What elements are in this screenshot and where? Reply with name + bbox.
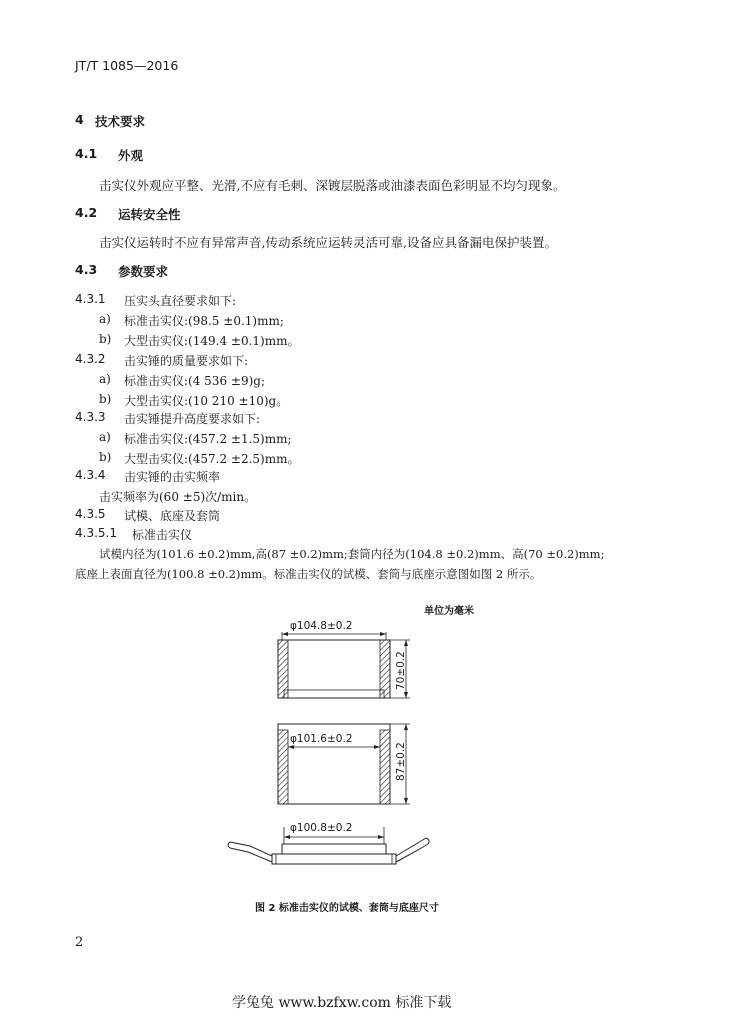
section-4-number: 4 <box>75 112 84 127</box>
section-4-3-5-1-line1: 试模内径为(101.6 ±0.2)mm,高(87 ±0.2)mm;套筒内径为(104.8 ±0.2)mm、高(70 ±0.2)mm; <box>99 547 605 561</box>
section-4-2-number: 4.2 <box>75 205 98 220</box>
section-4-3-3-text: 击实锤提升高度要求如下: <box>124 412 261 426</box>
section-4-3-1-number: 4.3.1 <box>75 292 106 306</box>
section-4-3-1-a-label: a) <box>99 312 111 326</box>
section-4-3-2-b-label: b) <box>99 392 112 406</box>
section-4-3-4-title: 击实锤的击实频率 <box>124 470 221 484</box>
section-4-3-2-number: 4.3.2 <box>75 352 106 366</box>
section-4-3-2-a-label: a) <box>99 372 111 386</box>
section-4-title: 技术要求 <box>95 114 146 129</box>
section-4-3-2-a-text: 标准击实仪:(4 536 ±9)g; <box>124 374 265 388</box>
watermark-text: 学兔兔 www.bzfxw.com 标准下载 <box>232 995 452 1011</box>
section-4-3-3-b-text: 大型击实仪:(457.2 ±2.5)mm。 <box>124 452 300 466</box>
figure-unit-note: 单位为毫米 <box>424 606 474 617</box>
standard-code: JT/T 1085—2016 <box>75 58 179 73</box>
figure-caption: 图 2 标准击实仪的试模、套筒与底座尺寸 <box>255 903 439 914</box>
section-4-1-text: 击实仪外观应平整、光滑,不应有毛刺、深镀层脱落或油漆表面色彩明显不均匀现象。 <box>99 178 566 193</box>
section-4-3-1-text: 压实头直径要求如下: <box>124 294 237 308</box>
section-4-2-title: 运转安全性 <box>118 207 181 222</box>
section-4-3-1-b-text: 大型击实仪:(149.4 ±0.1)mm。 <box>124 334 300 348</box>
mold-height-label: 87±0.2 <box>395 742 407 781</box>
mold-diameter-label: φ101.6±0.2 <box>290 733 353 745</box>
sleeve-diameter-label: φ104.8±0.2 <box>290 620 353 632</box>
section-4-3-5-title: 试模、底座及套筒 <box>124 509 221 523</box>
section-4-3-3-b-label: b) <box>99 450 112 464</box>
section-4-3-number: 4.3 <box>75 262 98 277</box>
section-4-3-5-1-number: 4.3.5.1 <box>75 526 117 540</box>
section-4-3-2-text: 击实锤的质量要求如下: <box>124 354 249 368</box>
section-4-3-1-a-text: 标准击实仪:(98.5 ±0.1)mm; <box>124 314 284 328</box>
section-4-3-title: 参数要求 <box>118 264 169 279</box>
section-4-1-number: 4.1 <box>75 146 98 161</box>
section-4-3-1-b-label: b) <box>99 332 112 346</box>
section-4-3-5-1-line2: 底座上表面直径为(100.8 ±0.2)mm。标准击实仪的试模、套筒与底座示意图如图 2 所示。 <box>75 567 542 581</box>
section-4-3-5-1-title: 标准击实仪 <box>132 528 193 542</box>
section-4-3-2-b-text: 大型击实仪:(10 210 ±10)g。 <box>124 394 289 408</box>
section-4-3-3-a-label: a) <box>99 430 111 444</box>
sleeve-drawing <box>278 632 410 698</box>
sleeve-height-label: 70±0.2 <box>395 651 407 690</box>
section-4-3-3-number: 4.3.3 <box>75 410 106 424</box>
figure-2-diagram <box>220 612 460 892</box>
page-number: 2 <box>75 935 84 950</box>
section-4-3-4-number: 4.3.4 <box>75 468 106 482</box>
base-diameter-label: φ100.8±0.2 <box>290 822 353 834</box>
section-4-1-title: 外观 <box>118 148 144 163</box>
section-4-2-text: 击实仪运转时不应有异常声音,传动系统应运转灵活可靠,设备应具备漏电保护装置。 <box>99 235 557 250</box>
section-4-3-3-a-text: 标准击实仪:(457.2 ±1.5)mm; <box>124 432 292 446</box>
section-4-3-5-number: 4.3.5 <box>75 507 106 521</box>
section-4-3-4-text: 击实频率为(60 ±5)次/min。 <box>99 490 257 504</box>
